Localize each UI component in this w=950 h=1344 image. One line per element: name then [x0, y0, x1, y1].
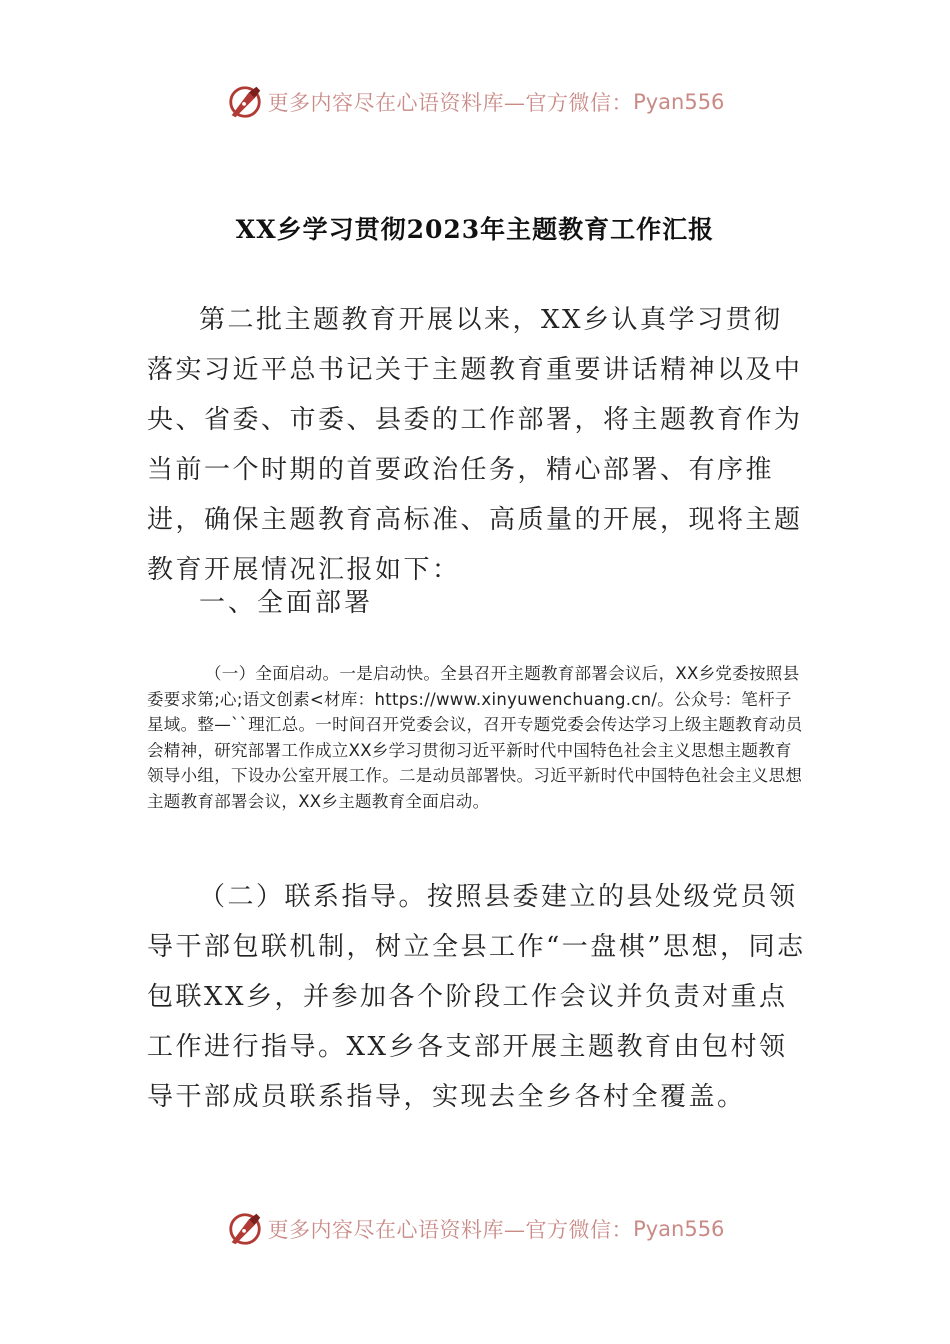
document-title: XX乡学习贯彻2023年主题教育工作汇报	[235, 215, 715, 244]
section-paragraph: （二）联系指导。按照县委建立的县处级党员领导干部包联机制，树立全县工作“一盘棋”思想，同志包联XX乡，并参加各个阶段工作会议并负责对重点工作进行指导。XX乡各支部开展主题教育由包村领导干部成员联系指导，实现去全乡各村全覆盖。	[147, 882, 806, 1112]
watermark-handle: Pyan556	[633, 1217, 725, 1241]
watermark-handle: Pyan556	[633, 90, 725, 114]
section-heading: 一、全面部署	[199, 588, 374, 618]
pen-nib-logo-icon	[226, 83, 264, 121]
pen-nib-logo-icon	[226, 1210, 264, 1248]
footer-watermark	[0, 1209, 950, 1249]
intro-paragraph: 第二批主题教育开展以来，XX乡认真学习贯彻落实习近平总书记关于主题教育重要讲话精神以及中央、省委、市委、县委的工作部署，将主题教育作为当前一个时期的首要政治任务，精心部署、有序推进，确保主题教育高标准、高质量的开展，现将主题教育开展情况汇报如下：	[147, 305, 803, 585]
watermark-text: 更多内容尽在心语资料库—官方微信：	[267, 1218, 634, 1242]
header-watermark	[0, 82, 950, 122]
section-paragraph-small: （一）全面启动。一是启动快。全县召开主题教育部署会议后，XX乡党委按照县委要求第;心;语文创素<材库：https://www.xinyuwenchuang.cn/。公众号：笔杆子星域。整—``理汇总。一时间召开党委会议，召开专题党委会传达学习上级主题教育动员会精神，研究部署工作成立XX乡学习贯彻习近平新时代中国特色社会主义思想主题教育领导小组，下设办公室开展工作。二是动员部署快。习近平新时代中国特色社会主义思想主题教育部署会议，XX乡主题教育全面启动。	[147, 664, 803, 811]
watermark-text: 更多内容尽在心语资料库—官方微信：	[267, 91, 634, 115]
